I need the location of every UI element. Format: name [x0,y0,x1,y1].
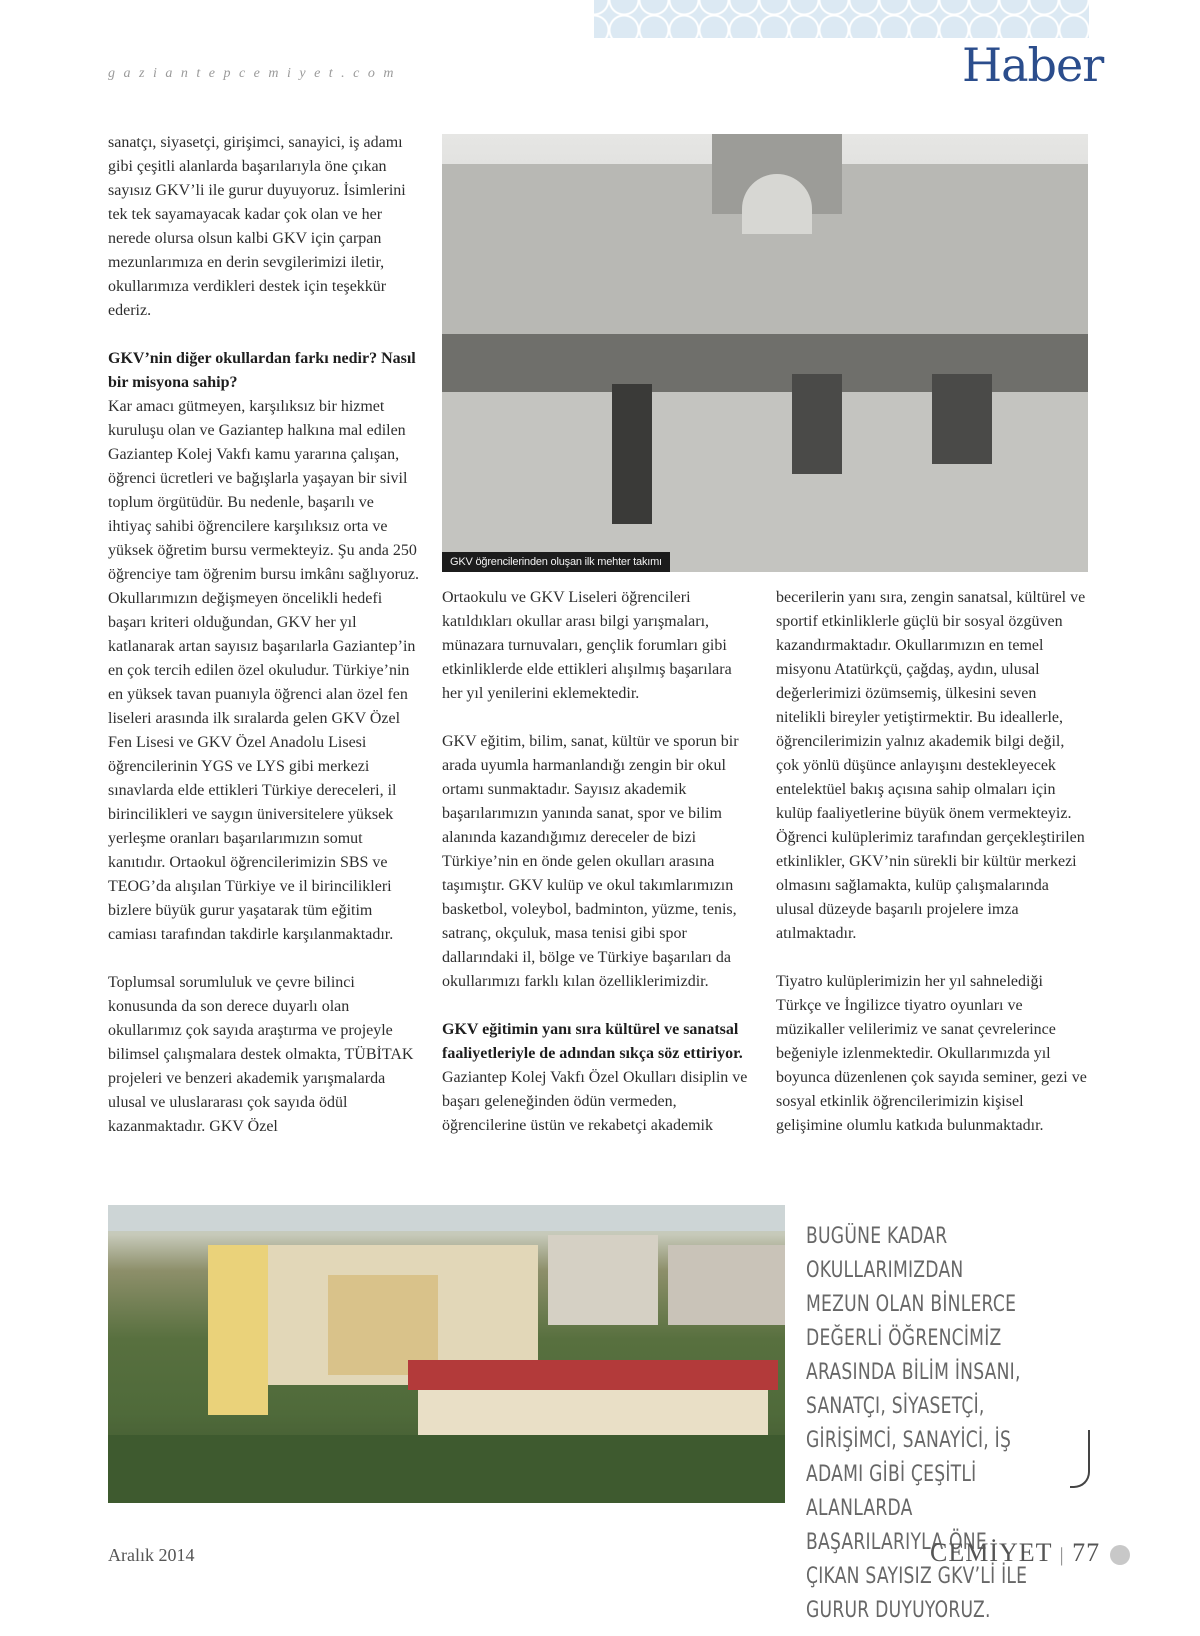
header-pattern [594,0,1089,38]
article-column-3 [776,586,1088,1162]
photo-caption: GKV öğrencilerinden oluşan ilk mehter takımı [442,552,670,572]
paragraph: Toplumsal sorumluluk ve çevre bilinci konusunda da son derece duyarlı olan okullarımız çok sayıda araştırma ve projeyle bilimsel çalışmalara destek olmakta, TÜBİTAK projeleri ve benzeri akademik yarışmalarda ulusal ve uluslararası çok sayıda ödül kazanmaktadır. GKV Özel [108,974,414,1135]
issue-date: Aralık 2014 [108,1545,195,1565]
folio-separator: | [1059,1544,1065,1566]
paragraph: Gaziantep Kolej Vakfı Özel Okulları disiplin ve başarı geleneğinden ödün vermeden, öğrencilerine üstün ve rekabetçi akademik [442,1069,748,1134]
site-url: gaziantepcemiyet.com [108,66,403,81]
subheading: GKV eğitimin yanı sıra kültürel ve sanatsal faaliyetleriyle de adından sıkça söz ettiriyor. [442,1021,743,1062]
page-number: 77 [1072,1538,1101,1567]
section-title: Haber [962,38,1104,92]
paragraph: becerilerin yanı sıra, zengin sanatsal, kültürel ve sportif etkinliklerle güçlü bir sosyal özgüven kazandırmaktadır. Okullarımızın en temel misyonu Atatürkçü, çağdaş, aydın, ulusal değerlerimizi özümsemiş, ülkesini seven nitelikli bireyler yetiştirmektir. Bu ideallerle, öğrencilerimizin yalnız akademik bilgi değil, çok yönlü düşünce anlayışını destekleyecek entelektüel bakış açısına sahip olmaları için kulüp faaliyetlerine büyük önem vermekteyiz. Öğrenci kulüplerimiz tarafından gerçekleştirilen etkinlikler, GKV’nin sürekli bir kültür merkezi olmasını sağlamakta, kulüp çalışmalarında ulusal düzeyde başarılı projelere imza atılmaktadır. [776,589,1086,942]
footer-dot [1110,1545,1130,1565]
paragraph: GKV eğitim, bilim, sanat, kültür ve sporun bir arada uyumla harmanlandığı zengin bir okul ortamı sunmaktadır. Sayısız akademik başarılarımızın yanında sanat, spor ve bilim alanında kazandığımız dereceler de bizi Türkiye’nin en önde gelen okulları arasına taşımıştır. GKV kulüp ve okul takımlarımızın basketbol, voleybol, badminton, yüzme, tenis, satranç, okçuluk, masa tenisi gibi spor dallarındaki il, bölge ve Türkiye başarıları da okullarımızı farklı kılan özelliklerimizdir. [442,733,739,990]
paragraph: Tiyatro kulüplerimizin her yıl sahnelediği Türkçe ve İngilizce tiyatro oyunları ve müzikaller velilerimiz ve sanat çevrelerince beğeniyle izlenmektedir. Okullarımızda yıl boyunca düzenlenen çok sayıda seminer, gezi ve sosyal etkinlik öğrencilerimizin kişisel gelişimine olumlu katkıda bulunmaktadır. [776,973,1087,1134]
campus-aerial-photo [108,1205,785,1503]
historic-mehter-photo [442,134,1088,572]
paragraph: sanatçı, siyasetçi, girişimci, sanayici, iş adamı gibi çeşitli alanlarda başarılarıyla öne çıkan sayısız GKV’li ile gurur duyuyoruz. İsimlerini tek tek sayamayacak kadar çok olan ve her nerede olursa olsun kalbi GKV için çarpan mezunlarımıza en derin sevgilerimizi iletir, okullarımıza verdikleri destek için teşekkür ederiz. [108,134,406,319]
quote-frame [1070,1430,1090,1488]
subheading: GKV’nin diğer okullardan farkı nedir? Nasıl bir misyona sahip? [108,350,416,391]
pull-quote: BUGÜNE KADAR OKULLARIMIZDAN MEZUN OLAN BİNLERCE DEĞERLİ ÖĞRENCİMİZ ARASINDA BİLİM İNSANI, SANATÇI, SİYASETÇİ, GİRİŞİMCİ, SANAYİCİ, İŞ ADAMI GİBİ ÇEŞİTLİ ALANLARDA BAŞARILARIYLA ÖNE ÇIKAN SAYISIZ GKV’Lİ İLE GURUR DUYUYORUZ. [806,1224,1028,1623]
magazine-name: CEMİYET [930,1538,1053,1567]
folio [930,1538,1100,1568]
article-column-1 [108,131,420,1163]
paragraph: Ortaokulu ve GKV Liseleri öğrencileri katıldıkları okullar arası bilgi yarışmaları, münazara turnuvaları, gençlik forumları gibi etkinliklerde elde ettikleri alışılmış başarılara her yıl yenilerini eklemektedir. [442,589,732,702]
article-column-2 [442,586,754,1162]
paragraph: Kar amacı gütmeyen, karşılıksız bir hizmet kuruluşu olan ve Gaziantep halkına mal edilen Gaziantep Kolej Vakfı kamu yararına çalışan, öğrenci ücretleri ve bağışlarla yaşayan bir sivil toplum örgütüdür. Bu nedenle, başarılı ve ihtiyaç sahibi öğrencilere karşılıksız orta ve yüksek öğretim bursu vermekteyiz. Şu anda 250 öğrenciye tam öğrenim bursu imkânı sağlıyoruz. Okullarımızın değişmeyen öncelikli hedefi başarı kriteri olduğundan, GKV her yıl katlanarak artan sayısız başarılarla Gaziantep’in en çok tercih edilen özel okuludur. Türkiye’nin en yüksek tavan puanıyla öğrenci alan özel fen liseleri arasında ilk sıralarda gelen GKV Özel Fen Lisesi ve GKV Özel Anadolu Lisesi öğrencilerinin YGS ve LYS gibi merkezi sınavlarda elde ettikleri Türkiye dereceleri, il birincilikleri ve saygın üniversitelere yüksek yerleşme oranları başarılarımızın somut kanıtıdır. Ortaokul öğrencilerimizin SBS ve TEOG’da alışılan Türkiye ve il birincilikleri bizlere büyük gurur yaşatarak tüm eğitim camiası tarafından takdirle karşılanmaktadır. [108,398,420,943]
